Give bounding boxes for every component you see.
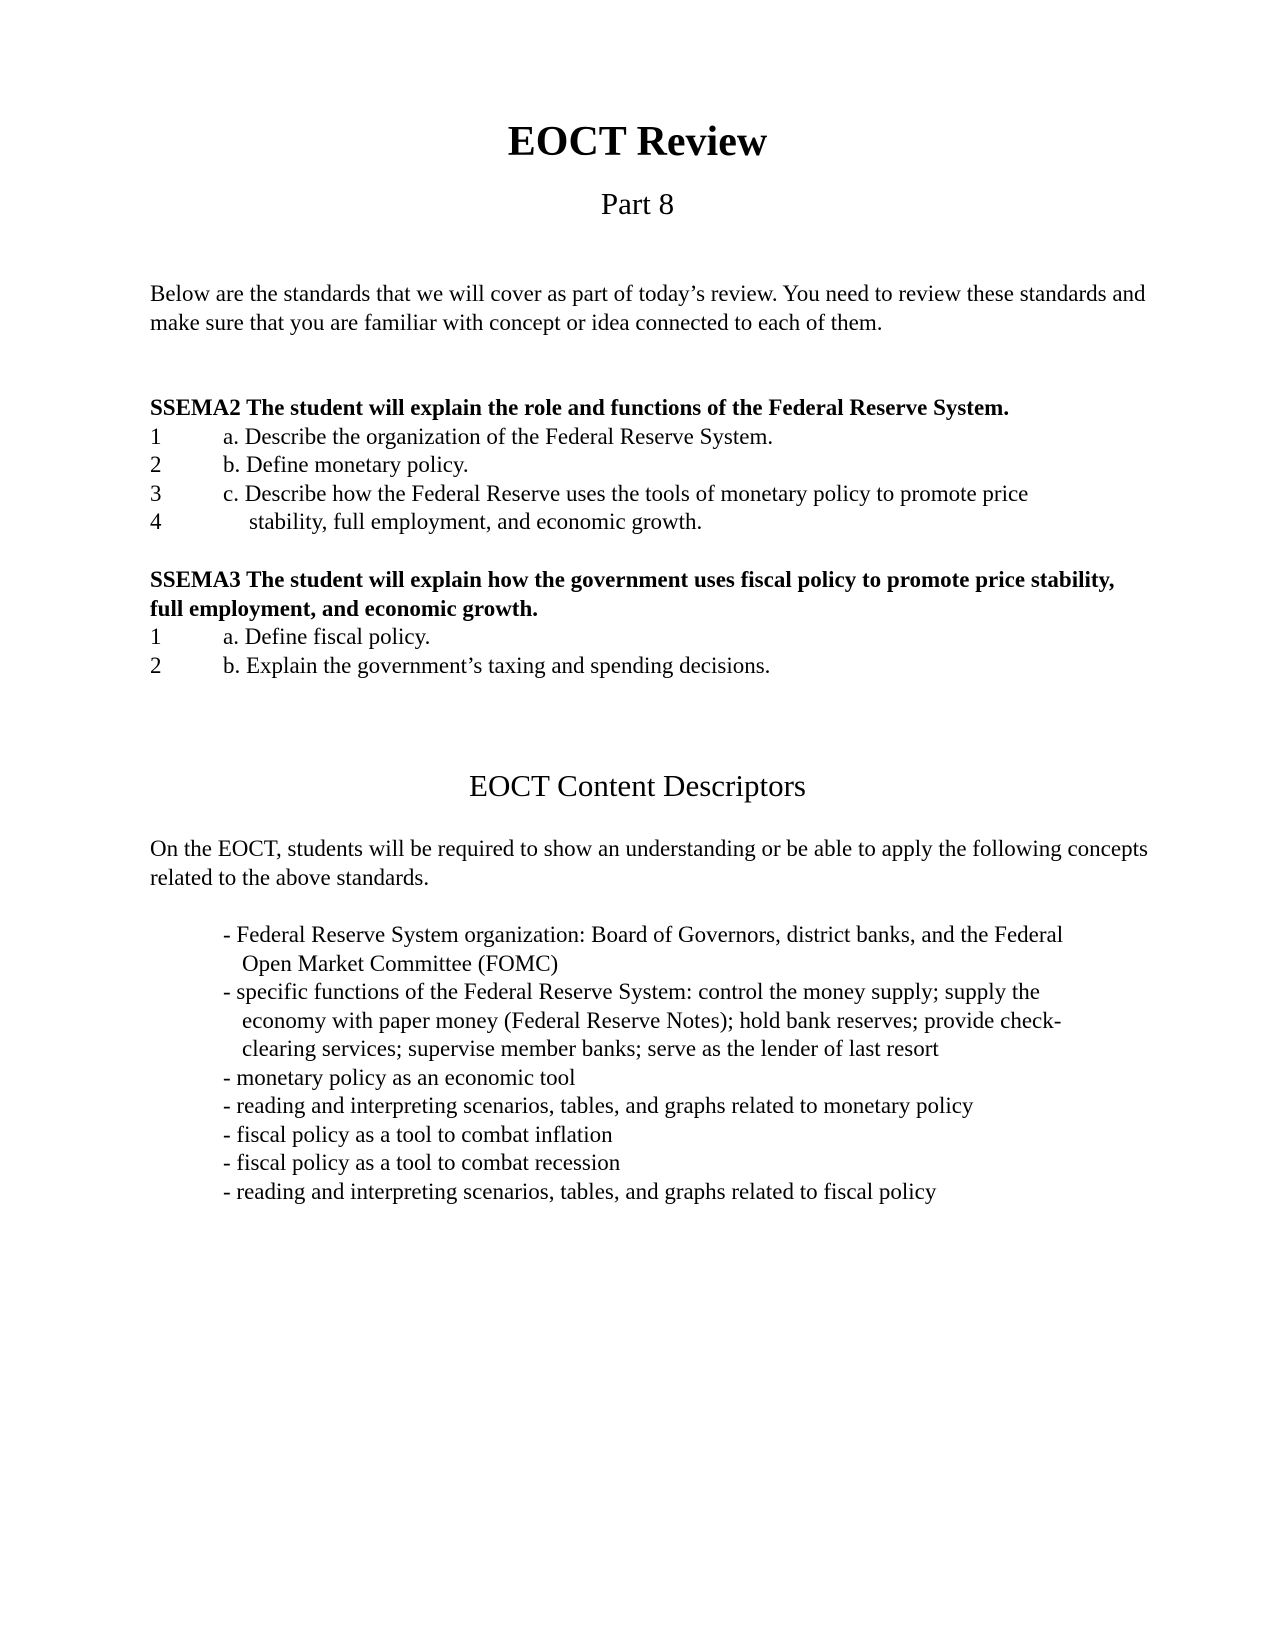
concept-item: - fiscal policy as a tool to combat inflation (223, 1121, 613, 1147)
content-descriptors-heading: EOCT Content Descriptors (469, 768, 806, 803)
content-intro-paragraph: On the EOCT, students will be required to show an understanding or be able to apply the following concepts related to the above standards. (150, 836, 1148, 890)
standard-item-text: stability, full employment, and economic growth. (249, 509, 703, 534)
standard-item (150, 652, 1150, 681)
concept-item: - reading and interpreting scenarios, tables, and graphs related to fiscal policy (223, 1178, 937, 1204)
standard-heading: SSEMA3 The student will explain how the government uses fiscal policy to promote price stability, full employment, and economic growth. (150, 567, 1115, 621)
line-number: 4 (150, 509, 162, 534)
line-number: 1 (150, 423, 162, 449)
standard-item (150, 423, 1150, 452)
concept-item: - specific functions of the Federal Reserve System: control the money supply; supply the economy with paper money (Federal Reserve Notes); hold bank reserves; provide check-clearing services; supervise member banks; serve as the lender of last resort (223, 979, 1062, 1061)
page-subtitle: Part 8 (600, 186, 675, 221)
concept-item: - monetary policy as an economic tool (223, 1064, 576, 1090)
standard-item-text: b. Define monetary policy. (223, 452, 469, 477)
intro-paragraph: Below are the standards that we will cover as part of today’s review. You need to review these standards and make sure that you are familiar with concept or idea connected to each of them. (150, 281, 1146, 335)
standard-item (150, 508, 1150, 537)
line-number: 3 (150, 480, 162, 506)
standard-item-text: b. Explain the government’s taxing and spending decisions. (223, 652, 771, 678)
line-number: 2 (150, 652, 162, 678)
standard-item (150, 451, 1150, 480)
concept-item: - fiscal policy as a tool to combat recession (223, 1150, 621, 1175)
concept-item: - reading and interpreting scenarios, tables, and graphs related to monetary policy (223, 1093, 974, 1118)
standard-item-text: a. Describe the organization of the Federal Reserve System. (223, 423, 774, 449)
standard-ssema3 (150, 566, 1150, 680)
standard-heading: SSEMA2 The student will explain the role and functions of the Federal Reserve System. (150, 395, 1010, 420)
standard-item (150, 623, 1150, 652)
concept-list (223, 921, 1103, 1206)
page-title: EOCT Review (507, 119, 768, 165)
line-number: 1 (150, 624, 162, 649)
standard-item-text: c. Describe how the Federal Reserve uses the tools of monetary policy to promote price (223, 480, 1029, 506)
line-number: 2 (150, 452, 162, 477)
concept-item: - Federal Reserve System organization: Board of Governors, district banks, and the Federal Open Market Committee (FOMC) (223, 922, 1064, 976)
standard-item (150, 480, 1150, 509)
standard-ssema2 (150, 394, 1150, 537)
standard-item-text: a. Define fiscal policy. (223, 624, 431, 649)
